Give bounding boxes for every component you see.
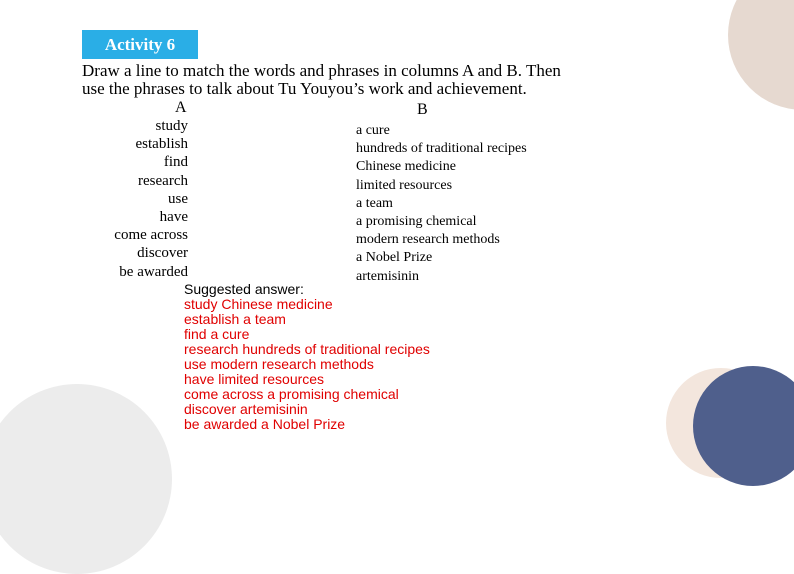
answer-item: find a cure bbox=[184, 326, 250, 342]
activity-label: Activity 6 bbox=[82, 30, 198, 59]
column-a-item: research bbox=[138, 172, 188, 189]
column-a-item: establish bbox=[135, 136, 188, 153]
column-a-header: A bbox=[175, 99, 187, 116]
column-b-item: artemisinin bbox=[356, 268, 419, 284]
column-a-item: discover bbox=[137, 245, 188, 262]
column-b-item: a Nobel Prize bbox=[356, 250, 433, 266]
answer-item: come across a promising chemical bbox=[184, 386, 399, 402]
answer-item: study Chinese medicine bbox=[184, 296, 333, 312]
decorative-circle-top-right bbox=[728, 0, 794, 110]
answer-item: establish a team bbox=[184, 311, 286, 327]
column-a-item: come across bbox=[114, 227, 188, 244]
column-b-list bbox=[356, 122, 527, 286]
column-b-item: Chinese medicine bbox=[356, 159, 456, 175]
column-b-header: B bbox=[417, 101, 428, 118]
decorative-circle-bottom-left bbox=[0, 384, 172, 574]
answer-item: research hundreds of traditional recipes bbox=[184, 341, 430, 357]
column-a-item: use bbox=[168, 190, 188, 207]
column-b-item: a promising chemical bbox=[356, 214, 477, 230]
column-b-item: a cure bbox=[356, 123, 390, 138]
answer-item: use modern research methods bbox=[184, 356, 374, 372]
column-a-item: be awarded bbox=[119, 263, 188, 280]
instruction-text: Draw a line to match the words and phrases in columns A and B. Then use the phrases to talk about Tu Youyou’s work and achievement. bbox=[82, 61, 561, 98]
suggested-answer-title: Suggested answer: bbox=[184, 281, 304, 297]
suggested-answer-block bbox=[184, 282, 430, 432]
suggested-answer-list bbox=[184, 297, 430, 432]
column-a-item: have bbox=[159, 209, 188, 226]
answer-item: have limited resources bbox=[184, 371, 325, 387]
column-b-item: hundreds of traditional recipes bbox=[356, 141, 527, 157]
answer-item: be awarded a Nobel Prize bbox=[184, 416, 346, 432]
column-a-item: find bbox=[163, 154, 188, 171]
column-b-item: modern research methods bbox=[356, 232, 500, 248]
column-b-item: a team bbox=[356, 195, 393, 211]
answer-item: discover artemisinin bbox=[184, 401, 308, 417]
column-b-item: limited resources bbox=[356, 177, 453, 193]
column-a-item: study bbox=[155, 118, 188, 134]
column-a-list bbox=[114, 117, 188, 281]
